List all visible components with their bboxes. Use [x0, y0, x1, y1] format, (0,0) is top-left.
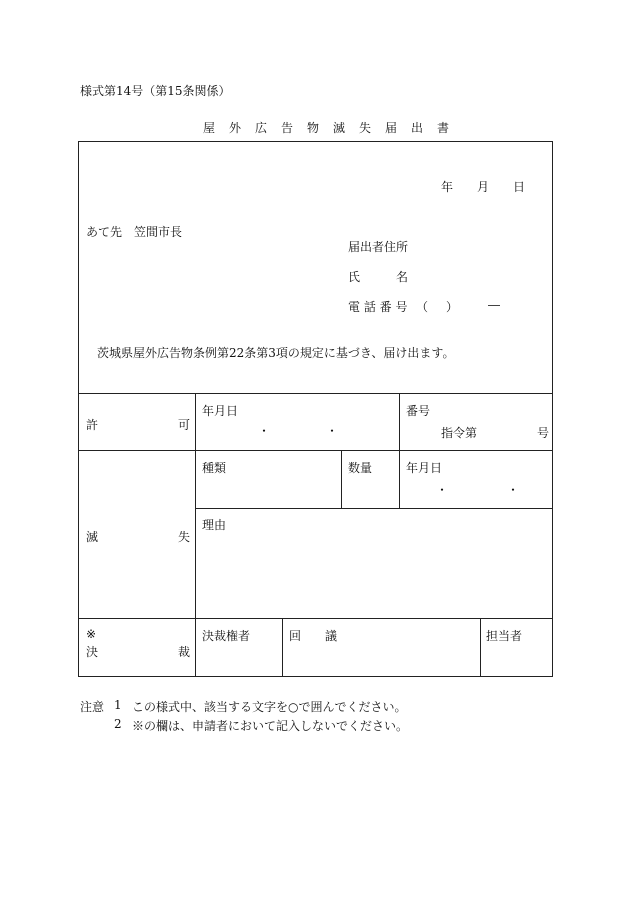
permit-number-label: 番号	[406, 404, 431, 418]
permit-date-dot-1: ・	[258, 424, 271, 438]
loss-type-label: 種類	[202, 461, 227, 475]
statement: 茨城県屋外広告物条例第22条第3項の規定に基づき、届け出ます。	[97, 346, 455, 360]
decision-label-left: 決	[86, 645, 99, 659]
permit-number-prefix: 指令第	[441, 426, 478, 440]
permit-label-right: 可	[178, 418, 191, 432]
loss-date-dot-1: ・	[436, 483, 449, 497]
note-1-text: この様式中、該当する文字を○で囲んでください。	[132, 700, 407, 714]
note-2-text: ※の欄は、申請者において記入しないでください。	[132, 719, 409, 733]
permit-label-left: 許	[86, 418, 99, 432]
form-number: 様式第14号（第15条関係）	[80, 84, 231, 98]
loss-label-right: 失	[178, 530, 191, 544]
loss-quantity-label: 数量	[348, 461, 373, 475]
page-title: 屋外広告物滅失届出書	[203, 121, 464, 135]
date-month: 月	[477, 180, 490, 194]
decision-authority-label: 決裁権者	[202, 629, 251, 643]
loss-date-label: 年月日	[406, 461, 443, 475]
date-year: 年	[441, 180, 454, 194]
decision-mark: ※	[86, 627, 97, 641]
applicant-phone-label: 電 話 番 号	[348, 300, 408, 314]
decision-label-right: 裁	[178, 645, 191, 659]
permit-date-label: 年月日	[202, 404, 239, 418]
note-2-number: 2	[114, 717, 122, 731]
loss-date-dot-2: ・	[507, 483, 520, 497]
permit-date-dot-2: ・	[326, 424, 339, 438]
phone-paren-open: （	[416, 300, 429, 314]
loss-reason-label: 理由	[202, 518, 227, 532]
note-1-number: 1	[114, 698, 122, 712]
decision-circulation-label: 回 議	[289, 629, 338, 643]
phone-paren-close: ）	[446, 300, 459, 314]
notes-heading: 注意	[80, 700, 105, 714]
applicant-address-label: 届出者住所	[348, 240, 409, 254]
phone-dash: ―	[488, 298, 500, 312]
addressee: あて先 笠間市長	[86, 225, 183, 239]
decision-staff-label: 担当者	[486, 629, 523, 643]
permit-number-suffix: 号	[537, 426, 550, 440]
applicant-name-label: 氏 名	[348, 270, 409, 284]
loss-label-left: 滅	[86, 530, 99, 544]
date-day: 日	[513, 180, 526, 194]
